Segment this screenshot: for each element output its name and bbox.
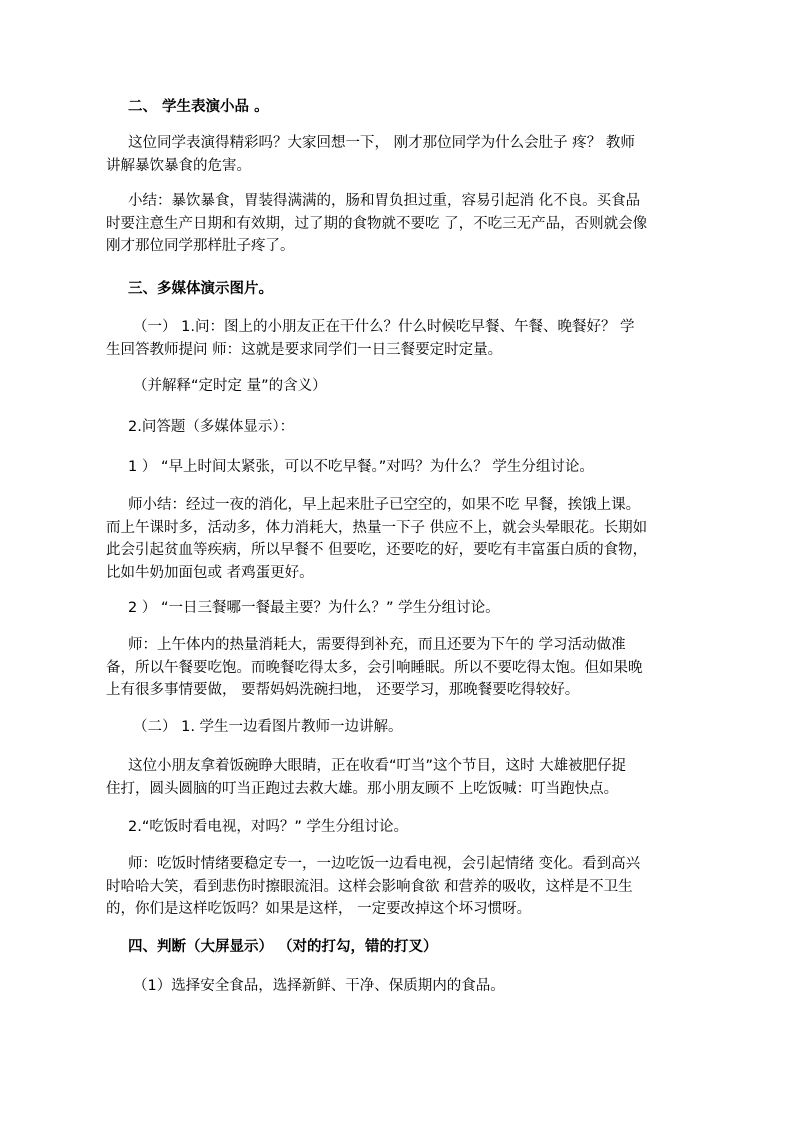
- paragraph-teacher-tv: 师：吃饭时情绪要稳定专一，一边吃饭一边看电视，会引起情绪 变化。看到高兴 时哈哈大笑，看到悲伤时擦眼流泪。这样会影响食欲 和营养的吸收，这样是不卫生 的，你们是这样吃饭吗？如果是这样， 一定要改掉这个坏习惯呀。: [106, 856, 641, 917]
- paragraph-qa-title: 2.问答题（多媒体显示）：: [128, 419, 295, 435]
- paragraph-question-tv: 2.“吃饭时看电视，对吗？” 学生分组讨论。: [128, 819, 408, 835]
- paragraph-1: 这位同学表演得精彩吗？大家回想一下， 刚才那位同学为什么会肚子 疼？ 教师 讲解暴饮暴食的危害。: [106, 135, 635, 174]
- paragraph-story: 这位小朋友拿着饭碗睁大眼睛，正在收看“叮当”这个节目，这时 大雄被肥仔捉 住打，圆头圆脑的叮当正跑过去救大雄。那小朋友顾不 上吃饭喊：叮当跑快点。: [106, 758, 627, 797]
- paragraph-judge-1: （1）选择安全食品，选择新鲜、干净、保质期内的食品。: [133, 978, 505, 994]
- paragraph-question-1: （一） 1.问：图上的小朋友正在干什么？什么时候吃早餐、午餐、晚餐好？ 学 生回答教师提问 师：这就是要求同学们一日三餐要定时定量。: [106, 319, 635, 358]
- section-heading-3: 三、多媒体演示图片。: [128, 281, 273, 297]
- paragraph-question-meals: 2 ） “一日三餐哪一餐最主要？为什么？” 学生分组讨论。: [128, 600, 500, 616]
- paragraph-teacher-lunch: 师：上午体内的热量消耗大，需要得到补充，而且还要为下午的 学习活动做准 备，所以午餐要吃饱。而晚餐吃得太多，会引响睡眠。所以不要吃得太饱。但如果晚 上有很多事情要做， 要帮妈妈洗碗扫地， 还要学习，那晚餐要吃得较好。: [106, 637, 643, 698]
- paragraph-explain: （并解释“定时定 量”的含义）: [133, 378, 327, 394]
- section-heading-4: 四、判断（大屏显示） （对的打勾，错的打叉）: [128, 939, 438, 955]
- paragraph-summary-breakfast: 师小结：经过一夜的消化，早上起来肚子已空空的，如果不吃 早餐，挨饿上课。 而上午课时多，活动多，体力消耗大，热量一下子 供应不上，就会头晕眼花。长期如 此会引起贫血等疾病，所以早餐不 但要吃，还要吃的好，要吃有丰富蛋白质的食物， 比如牛奶加面包或 者鸡蛋更好。: [106, 497, 648, 581]
- paragraph-question-breakfast: 1 ） “早上时间太紧张，可以不吃早餐。”对吗？为什么？ 学生分组讨论。: [128, 459, 594, 475]
- paragraph-part-two: （二） 1. 学生一边看图片教师一边讲解。: [133, 719, 403, 735]
- section-heading-2: 二、 学生表演小品 。: [128, 99, 269, 115]
- paragraph-summary-1: 小结：暴饮暴食，胃装得满满的，肠和胃负担过重，容易引起消 化不良。买食品 时要注意生产日期和有效期，过了期的食物就不要吃 了，不吃三无产品，否则就会像 刚才那位同学那样肚子疼了。: [106, 193, 648, 254]
